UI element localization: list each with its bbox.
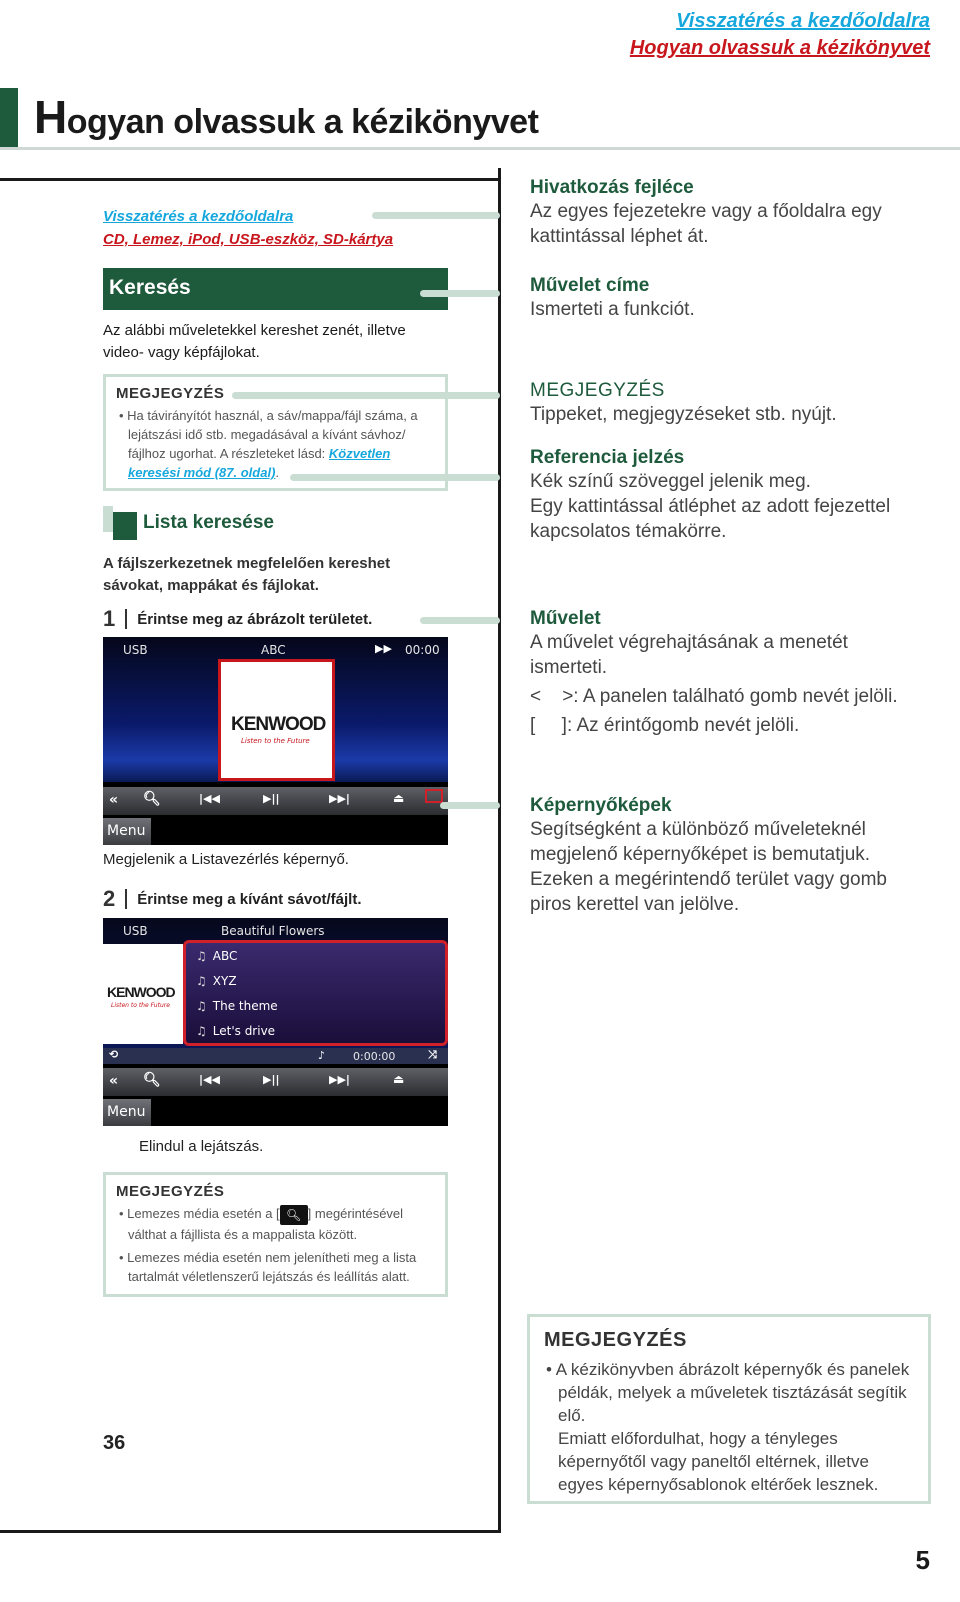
sample-note-2-item-1: • Lemezes média esetén a [ 🔍︎ ] megérintésével válthat a fájllista és a mappalista között. xyxy=(119,1206,404,1242)
device-screenshot-2 xyxy=(103,918,448,1126)
prev-track-icon[interactable]: |◀◀ xyxy=(199,1073,220,1086)
play-pause-icon[interactable]: ▶|| xyxy=(263,792,280,805)
sample-note-ref-link[interactable]: Közvetlen keresési mód (87. oldal) xyxy=(128,446,391,480)
kenwood-logo: KENWOOD xyxy=(107,984,175,1000)
legend-ref-mark-desc-1: Kék színű szöveggel jelenik meg. xyxy=(530,471,811,492)
legend-operation xyxy=(530,608,930,738)
shuffle-icon[interactable]: ⤨ xyxy=(428,1048,437,1061)
legend-operation-square: [ ]: Az érintőgomb nevét jelöli. xyxy=(530,715,800,736)
list-item[interactable]: ♫ Let's drive xyxy=(196,1024,275,1038)
step-2-number: 2 xyxy=(103,886,116,911)
legend-operation-title: Művelet xyxy=(530,608,601,629)
sample-frame-top xyxy=(0,178,500,181)
sample-reference-header xyxy=(103,205,393,251)
howto-link[interactable]: Hogyan olvassuk a kézikönyvet xyxy=(629,37,930,59)
sample-intro: Az alábbi műveletekkel kereshet zenét, illetve video- vagy képfájlokat. xyxy=(103,322,406,361)
list-item[interactable]: ♫ The theme xyxy=(196,999,278,1013)
page-number: 5 xyxy=(915,1545,930,1575)
home-link[interactable]: Visszatérés a kezdőoldalra xyxy=(676,10,930,32)
screen-track-title: ABC xyxy=(261,643,286,657)
bottom-note-text-1: A kézikönyvben ábrázolt képernyők és panelek példák, melyek a műveletek tisztázását segítik elő. xyxy=(555,1360,910,1425)
title-accent-bar xyxy=(0,88,18,148)
legend-ref-mark-title: Referencia jelzés xyxy=(530,447,685,468)
subsection-description: A fájlszerkezetnek megfelelően kereshet sávokat, mappákat és fájlokat. xyxy=(103,555,391,594)
legend-ref-header xyxy=(530,177,930,249)
sample-frame-divider xyxy=(498,168,501,1533)
legend-ref-header-desc: Az egyes fejezetekre vagy a főoldalra egy kattintással léphet át. xyxy=(530,201,882,247)
search-icon[interactable]: 🔍︎ xyxy=(143,1072,161,1088)
step-1-text: Érintse meg az ábrázolt területet. xyxy=(137,610,373,628)
legend-op-title xyxy=(530,275,930,322)
sample-section-heading: Keresés xyxy=(103,268,448,310)
note-text-a: Lemezes média esetén a [ xyxy=(127,1206,280,1221)
menu-button[interactable]: Menu xyxy=(103,818,151,845)
step-1-result: Megjelenik a Listavezérlés képernyő. xyxy=(103,851,349,868)
legend-note xyxy=(530,380,930,427)
legend-op-title-title: Művelet címe xyxy=(530,275,650,296)
screen-folder-title: Beautiful Flowers xyxy=(221,924,325,938)
legend-ref-mark-desc-2: Egy kattintással átléphet az adott fejezettel kapcsolatos témakörre. xyxy=(530,496,891,542)
step-2-result: Elindul a lejátszás. xyxy=(139,1138,264,1155)
fast-forward-icon: ▶▶ xyxy=(375,642,392,655)
note-text-b: ] megérintésével válthat a fájllista és a mappalista között. xyxy=(128,1206,404,1242)
legend-ref-mark xyxy=(530,447,930,544)
subsection-marker-light xyxy=(103,506,113,532)
legend-operation-desc: A művelet végrehajtásának a menetét ismerteti. xyxy=(530,632,848,678)
kenwood-logo: KENWOOD xyxy=(231,714,326,735)
kenwood-tagline: Listen to the Future xyxy=(111,1002,170,1009)
subsection-marker-dark xyxy=(113,512,137,540)
legend-screens-desc: Segítségként a különböző műveleteknél megjelenő képernyőképet is bemutatjuk. Ezeken a megérintendő terület vagy gomb piros kerettel van jelölve. xyxy=(530,819,887,915)
top-links xyxy=(630,8,930,62)
sample-section-link[interactable]: CD, Lemez, iPod, USB-eszköz, SD-kártya xyxy=(103,231,394,248)
menu-button[interactable]: Menu xyxy=(103,1099,151,1126)
step-1 xyxy=(103,606,372,632)
sample-page-number: 36 xyxy=(103,1432,126,1454)
bottom-note-item: • A kézikönyvben ábrázolt képernyők és panelek példák, melyek a műveletek tisztázását segítik elő. Emiatt előfordulhat, hogy a tényleges képernyőtől vagy paneltől eltérnek, illetve egyes képernyősablonok eltérőek lesznek. xyxy=(546,1360,910,1494)
page-title xyxy=(34,90,538,144)
sample-note-title: MEGJEGYZÉS xyxy=(116,385,225,402)
callout-line xyxy=(440,802,500,809)
callout-line xyxy=(420,290,500,297)
subsection-title: Lista keresése xyxy=(143,512,274,533)
double-chevron-left-icon[interactable]: « xyxy=(109,1073,119,1089)
kenwood-tagline: Listen to the Future xyxy=(241,737,310,745)
callout-line xyxy=(372,212,500,219)
sample-note-2-title: MEGJEGYZÉS xyxy=(116,1183,225,1200)
control-bar xyxy=(103,787,448,815)
album-art xyxy=(103,944,183,1044)
next-track-icon[interactable]: ▶▶| xyxy=(329,1073,350,1086)
step-separator xyxy=(125,889,127,909)
sample-note-end: . xyxy=(275,465,280,480)
list-item[interactable]: ♫ ABC xyxy=(196,949,237,963)
screen-source-label: USB xyxy=(123,924,148,938)
album-art[interactable] xyxy=(218,659,335,781)
track-list xyxy=(183,940,448,1046)
step-separator xyxy=(125,609,127,629)
next-track-icon[interactable]: ▶▶| xyxy=(329,792,350,805)
legend-screens xyxy=(530,795,930,917)
legend-note-desc: Tippeket, megjegyzéseket stb. nyújt. xyxy=(530,404,837,425)
bottom-note-box xyxy=(527,1314,931,1504)
eject-icon[interactable]: ⏏ xyxy=(393,1072,405,1086)
callout-line xyxy=(420,617,500,624)
screen-time: 00:00 xyxy=(405,643,440,657)
legend-note-title: MEGJEGYZÉS xyxy=(530,380,665,401)
bottom-note-text-2: Emiatt előfordulhat, hogy a tényleges képernyőtől vagy paneltől eltérnek, illetve egyes képernyősablonok eltérőek lesznek. xyxy=(558,1429,879,1494)
note-text: Lemezes média esetén nem jelenítheti meg a lista tartalmát véletlenszerű lejátszás és leállítás alatt. xyxy=(127,1249,417,1284)
step-1-number: 1 xyxy=(103,606,116,631)
progress-bar xyxy=(103,1048,448,1064)
callout-line xyxy=(232,392,500,399)
control-bar xyxy=(103,1068,448,1096)
sample-home-link[interactable]: Visszatérés a kezdőoldalra xyxy=(103,208,294,225)
sample-note-text: • Ha távirányítót használ, a sáv/mappa/fájl száma, a lejátszási idő stb. megadásával a kívánt sávhoz/ fájlhoz ugorhat. A részleteket lásd: Közvetlen keresési mód (87. oldal). xyxy=(119,408,418,480)
repeat-icon[interactable]: ⟲ xyxy=(109,1048,119,1061)
sample-note-body: Ha távirányítót használ, a sáv/mappa/fájl száma, a lejátszási idő stb. megadásával a kívánt sávhoz/ fájlhoz ugorhat. A részleteket lásd: xyxy=(127,408,418,461)
prev-track-icon[interactable]: |◀◀ xyxy=(199,792,220,805)
sample-note-box-2 xyxy=(103,1172,448,1297)
music-note-icon: ♪ xyxy=(318,1049,326,1062)
search-icon: 🔍︎ xyxy=(280,1205,308,1225)
legend-ref-header-title: Hivatkozás fejléce xyxy=(530,177,694,198)
search-icon[interactable]: 🔍︎ xyxy=(143,791,161,807)
legend-op-title-desc: Ismerteti a funkciót. xyxy=(530,299,695,320)
list-toggle-icon[interactable] xyxy=(425,789,443,803)
list-item[interactable]: ♫ XYZ xyxy=(196,974,237,988)
eject-icon[interactable]: ⏏ xyxy=(393,791,405,805)
screen-time: 0:00:00 xyxy=(353,1050,396,1063)
legend-operation-angle: < >: A panelen található gomb nevét jelöli. xyxy=(530,686,898,707)
step-2 xyxy=(103,886,362,912)
play-pause-icon[interactable]: ▶|| xyxy=(263,1073,280,1086)
screen-source-label: USB xyxy=(123,643,148,657)
step-2-text: Érintse meg a kívánt sávot/fájlt. xyxy=(137,890,362,908)
sample-frame-bottom xyxy=(0,1530,500,1533)
double-chevron-left-icon[interactable]: « xyxy=(109,792,119,808)
legend-screens-title: Képernyőképek xyxy=(530,795,672,816)
page-title-rest: ogyan olvassuk a kézikönyvet xyxy=(66,103,539,141)
callout-line xyxy=(290,474,500,481)
bottom-note-title: MEGJEGYZÉS xyxy=(544,1329,687,1351)
title-rule xyxy=(0,147,960,150)
sample-note-2-item-2: • Lemezes média esetén nem jelenítheti meg a lista tartalmát véletlenszerű lejátszás és leállítás alatt. xyxy=(119,1249,417,1284)
page-title-initial: H xyxy=(34,91,67,143)
device-screenshot-1 xyxy=(103,637,448,845)
